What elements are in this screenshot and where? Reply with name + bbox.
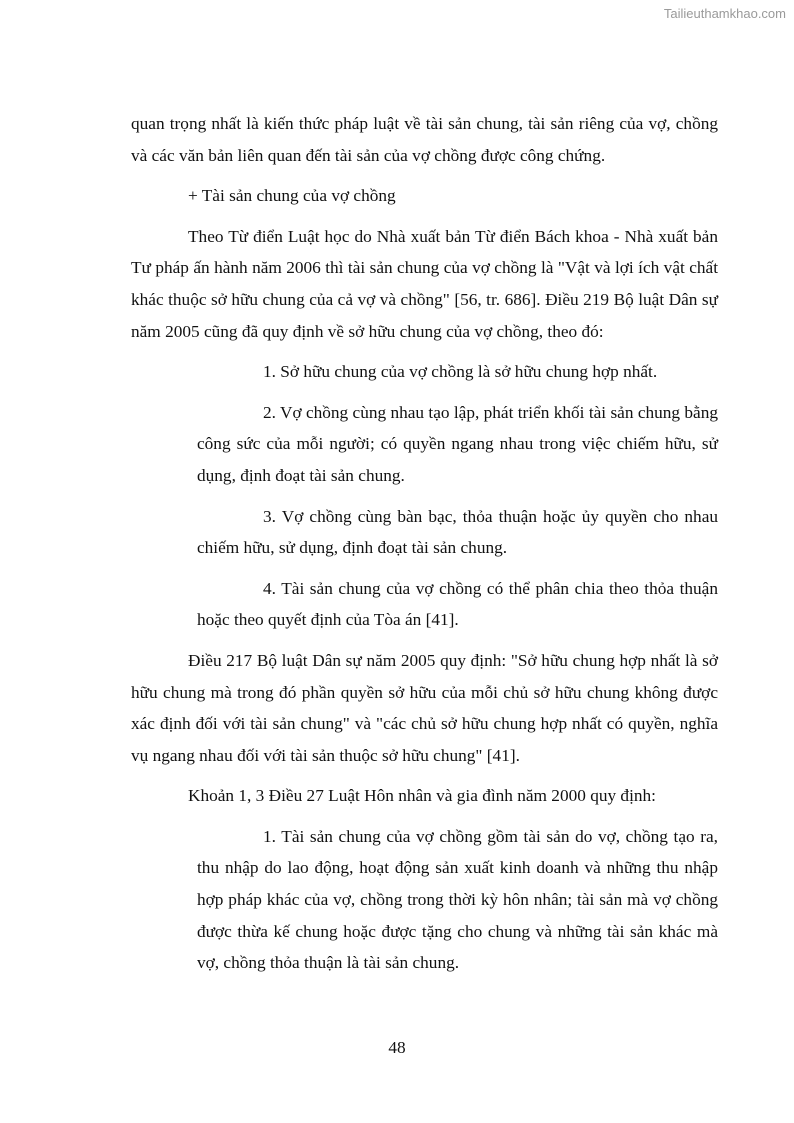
quote-clause-2: 2. Vợ chồng cùng nhau tạo lập, phát triển khối tài sản chung bằng công sức của mỗi người; có quyền ngang nhau trong việc chiếm hữu, sử dụng, định đoạt tài sản chung. bbox=[197, 402, 718, 485]
quote-clause-4: 4. Tài sản chung của vợ chồng có thể phân chia theo thỏa thuận hoặc theo quyết định của Tòa án [41]. bbox=[197, 578, 718, 630]
page-number: 48 bbox=[388, 1038, 406, 1057]
paragraph-continuation: quan trọng nhất là kiến thức pháp luật về tài sản chung, tài sản riêng của vợ, chồng và các văn bản liên quan đến tài sản của vợ chồng được công chứng. bbox=[131, 114, 718, 165]
watermark: Tailieuthamkhao.com bbox=[663, 6, 786, 21]
quote-clause-1: 1. Sở hữu chung của vợ chồng là sở hữu chung hợp nhất. bbox=[263, 362, 658, 382]
paragraph-dictionary-definition: Theo Từ điển Luật học do Nhà xuất bản Từ điển Bách khoa - Nhà xuất bản Tư pháp ấn hành năm 2006 thì tài sản chung của vợ chồng là "Vật và lợi ích vật chất khác thuộc sở hữu chung của cả vợ và chồng" [56, tr. 686]. Điều 219 Bộ luật Dân sự năm 2005 cũng đã quy định về sở hữu chung của vợ chồng, theo đó: bbox=[131, 226, 718, 341]
paragraph-article-27-intro: Khoản 1, 3 Điều 27 Luật Hôn nhân và gia đình năm 2000 quy định: bbox=[188, 786, 656, 806]
document-body bbox=[131, 108, 718, 988]
quote-article-27-clause-1: 1. Tài sản chung của vợ chồng gồm tài sản do vợ, chồng tạo ra, thu nhập do lao động, hoạt động sản xuất kinh doanh và những thu nhập hợp pháp khác của vợ, chồng trong thời kỳ hôn nhân; tài sản mà vợ chồng được thừa kế chung hoặc được tặng cho chung và những tài sản khác mà vợ, chồng thỏa thuận là tài sản chung. bbox=[197, 826, 718, 973]
paragraph-article-217: Điều 217 Bộ luật Dân sự năm 2005 quy định: "Sở hữu chung hợp nhất là sở hữu chung mà trong đó phần quyền sở hữu của mỗi chủ sở hữu chung không được xác định đối với tài sản chung" và "các chủ sở hữu chung hợp nhất có quyền, nghĩa vụ ngang nhau đối với tài sản thuộc sở hữu chung" [41]. bbox=[131, 650, 718, 765]
section-heading: + Tài sản chung của vợ chồng bbox=[188, 186, 396, 206]
quote-clause-3: 3. Vợ chồng cùng bàn bạc, thỏa thuận hoặc ủy quyền cho nhau chiếm hữu, sử dụng, định đoạt tài sản chung. bbox=[197, 506, 718, 558]
